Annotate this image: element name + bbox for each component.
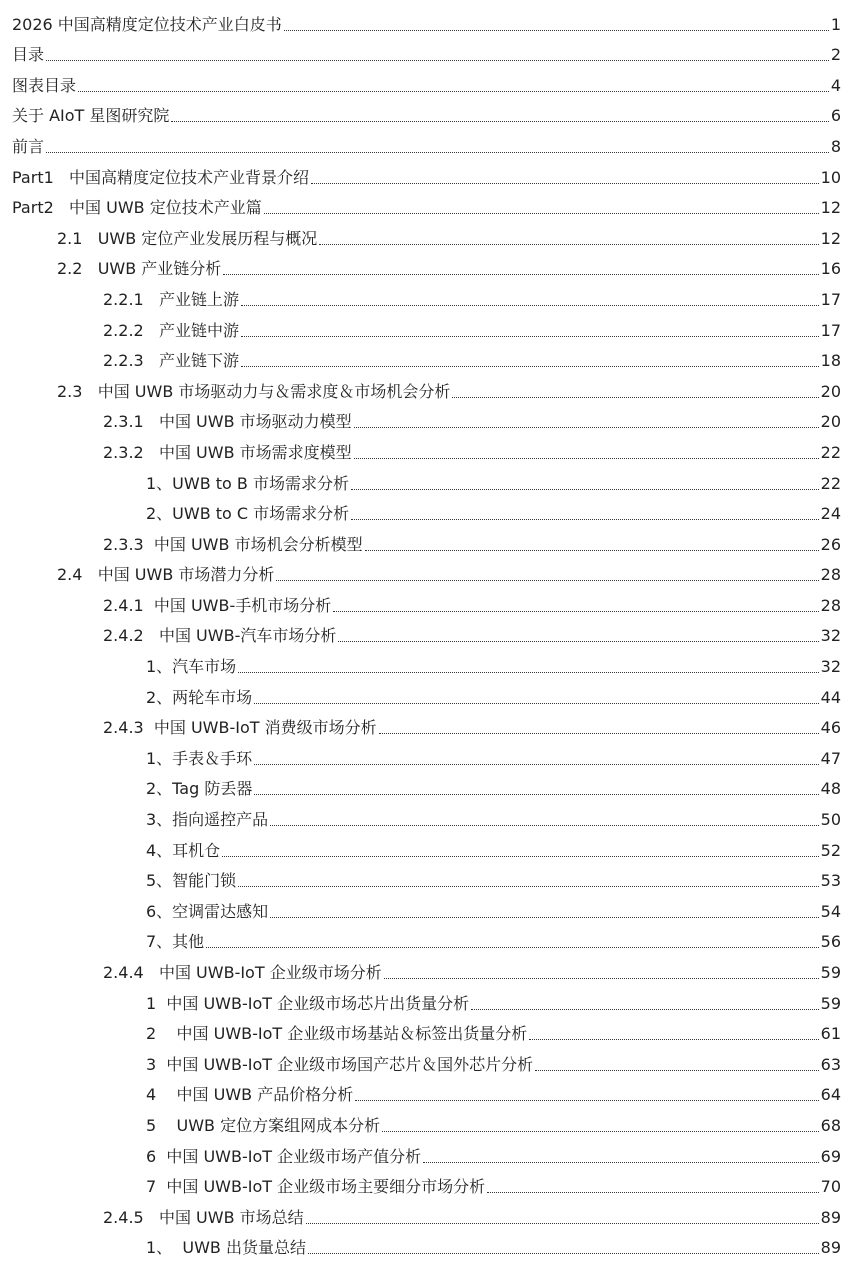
toc-dot-leader	[254, 794, 818, 795]
toc-dot-leader	[365, 550, 819, 551]
toc-entry-page-number: 53	[820, 871, 841, 891]
toc-entry-title: 3 中国 UWB-IoT 企业级市场国产芯片＆国外芯片分析	[146, 1054, 534, 1074]
toc-dot-leader	[487, 1192, 819, 1193]
toc-entry-page-number: 24	[820, 504, 841, 524]
toc-dot-leader	[529, 1039, 818, 1040]
toc-entry-title: 2 中国 UWB-IoT 企业级市场基站＆标签出货量分析	[146, 1024, 528, 1044]
toc-entry[interactable]	[0, 555, 861, 586]
toc-entry[interactable]	[0, 585, 861, 616]
toc-entry[interactable]	[0, 769, 861, 800]
toc-entry[interactable]	[0, 922, 861, 953]
toc-entry-title: 6 中国 UWB-IoT 企业级市场产值分析	[146, 1146, 422, 1166]
toc-entry-title: 2.2 UWB 产业链分析	[57, 259, 222, 279]
toc-entry[interactable]	[0, 371, 861, 402]
toc-entry-title: 2.3.1 中国 UWB 市场驱动力模型	[103, 412, 352, 432]
toc-entry-page-number: 50	[820, 810, 841, 830]
toc-entry[interactable]	[0, 830, 861, 861]
toc-dot-leader	[379, 733, 819, 734]
toc-entry[interactable]	[0, 1136, 861, 1167]
toc-entry-title: 6、空调雷达感知	[146, 901, 269, 921]
toc-entry-title: 2.2.3 产业链下游	[103, 351, 239, 371]
toc-dot-leader	[471, 1009, 819, 1010]
toc-dot-leader	[354, 427, 819, 428]
toc-entry-title: 2.2.2 产业链中游	[103, 320, 239, 340]
toc-entry[interactable]	[0, 1105, 861, 1136]
toc-entry-title: 4 中国 UWB 产品价格分析	[146, 1085, 354, 1105]
toc-entry-title: 2.3.2 中国 UWB 市场需求度模型	[103, 442, 352, 462]
toc-entry-page-number: 59	[820, 963, 841, 982]
toc-entry-page-number: 89	[820, 1207, 841, 1227]
toc-dot-leader	[355, 1100, 818, 1101]
toc-dot-leader	[382, 1131, 819, 1132]
toc-entry[interactable]	[0, 463, 861, 494]
toc-entry-page-number: 20	[820, 412, 841, 432]
toc-entry-title: 2.3 中国 UWB 市场驱动力与＆需求度＆市场机会分析	[57, 381, 451, 401]
toc-entry-page-number: 89	[820, 1238, 841, 1258]
toc-entry[interactable]	[0, 126, 861, 157]
toc-entry[interactable]	[0, 218, 861, 249]
toc-entry[interactable]	[0, 1197, 861, 1228]
toc-entry-title: 2.4.1 中国 UWB-手机市场分析	[103, 595, 332, 615]
toc-entry-title: 2.2.1 产业链上游	[103, 289, 239, 309]
toc-entry[interactable]	[0, 891, 861, 922]
toc-dot-leader	[206, 947, 818, 948]
toc-entry-title: 3、指向遥控产品	[146, 810, 269, 830]
toc-entry-title: Part1 中国高精度定位技术产业背景介绍	[12, 167, 310, 187]
toc-entry[interactable]	[0, 402, 861, 433]
toc-entry-title: 2.4 中国 UWB 市场潜力分析	[57, 565, 275, 585]
toc-dot-leader	[241, 336, 819, 337]
toc-entry[interactable]	[0, 432, 861, 463]
toc-entry-page-number: 4	[830, 75, 841, 95]
toc-entry-title: 2.1 UWB 定位产业发展历程与概况	[57, 228, 318, 248]
toc-entry-page-number: 61	[820, 1024, 841, 1044]
toc-entry[interactable]	[0, 524, 861, 555]
toc-entry-title: Part2 中国 UWB 定位技术产业篇	[12, 198, 262, 218]
toc-entry-page-number: 68	[820, 1115, 841, 1135]
toc-entry[interactable]	[0, 1075, 861, 1106]
toc-entry-title: 1、手表＆手环	[146, 748, 253, 768]
toc-entry-page-number: 22	[820, 473, 841, 493]
table-of-contents	[0, 4, 861, 1258]
toc-dot-leader	[351, 519, 818, 520]
toc-entry-page-number: 48	[820, 779, 841, 799]
toc-entry[interactable]	[0, 341, 861, 372]
toc-entry-title: 关于 AIoT 星图研究院	[12, 106, 170, 126]
toc-dot-leader	[351, 489, 819, 490]
toc-entry-page-number: 17	[820, 320, 841, 340]
toc-entry[interactable]	[0, 249, 861, 280]
toc-dot-leader	[270, 917, 818, 918]
toc-entry-title: 2、Tag 防丢器	[146, 779, 253, 799]
toc-dot-leader	[311, 183, 819, 184]
toc-entry-page-number: 69	[820, 1146, 841, 1166]
toc-dot-leader	[238, 672, 818, 673]
toc-entry-title: 4、耳机仓	[146, 840, 221, 860]
toc-entry[interactable]	[0, 1228, 861, 1259]
toc-entry-title: 图表目录	[12, 75, 77, 95]
toc-dot-leader	[223, 274, 818, 275]
toc-entry[interactable]	[0, 35, 861, 66]
toc-entry-page-number: 10	[820, 167, 841, 187]
toc-entry-title: 1、汽车市场	[146, 657, 237, 677]
toc-entry-title: 5、智能门锁	[146, 871, 237, 891]
toc-entry-page-number: 47	[820, 748, 841, 768]
toc-entry-page-number: 46	[820, 718, 841, 738]
toc-entry[interactable]	[0, 1167, 861, 1198]
toc-entry-page-number: 16	[820, 259, 841, 279]
toc-entry-title: 目录	[12, 45, 45, 65]
toc-entry-title: 7、其他	[146, 932, 205, 952]
toc-entry-page-number: 59	[820, 993, 841, 1013]
toc-entry-title: 2.4.3 中国 UWB-IoT 消费级市场分析	[103, 718, 377, 738]
toc-entry-page-number: 12	[820, 228, 841, 248]
toc-entry-title: 2、两轮车市场	[146, 687, 253, 707]
toc-entry[interactable]	[0, 1014, 861, 1045]
toc-dot-leader	[535, 1070, 819, 1071]
toc-entry[interactable]	[0, 188, 861, 219]
toc-dot-leader	[254, 703, 818, 704]
toc-entry-page-number: 32	[820, 657, 841, 677]
toc-entry[interactable]	[0, 646, 861, 677]
toc-entry-title: 2026 中国高精度定位技术产业白皮书	[12, 14, 282, 34]
toc-entry[interactable]	[0, 279, 861, 310]
toc-entry[interactable]	[0, 799, 861, 830]
toc-dot-leader	[222, 856, 818, 857]
toc-entry-page-number: 6	[830, 106, 841, 126]
toc-dot-leader	[338, 641, 818, 642]
toc-entry-page-number: 52	[820, 840, 841, 860]
toc-entry-page-number: 64	[820, 1085, 841, 1105]
toc-dot-leader	[78, 91, 829, 92]
toc-dot-leader	[241, 366, 819, 367]
toc-entry-title: 2.4.2 中国 UWB-汽车市场分析	[103, 626, 337, 646]
toc-dot-leader	[319, 244, 818, 245]
toc-dot-leader	[384, 978, 819, 979]
toc-entry[interactable]	[0, 708, 861, 739]
toc-dot-leader	[284, 30, 829, 31]
toc-entry-page-number: 18	[820, 351, 841, 371]
toc-entry-title: 2、UWB to C 市场需求分析	[146, 504, 350, 524]
toc-entry-page-number: 2	[830, 45, 841, 65]
toc-entry-page-number: 56	[820, 932, 841, 952]
toc-entry[interactable]	[0, 738, 861, 769]
toc-entry-page-number: 54	[820, 901, 841, 921]
toc-entry-page-number: 22	[820, 442, 841, 462]
toc-entry-page-number: 63	[820, 1054, 841, 1074]
toc-entry-title: 2.4.4 中国 UWB-IoT 企业级市场分析	[103, 963, 382, 982]
toc-dot-leader	[46, 152, 829, 153]
toc-dot-leader	[333, 611, 818, 612]
toc-dot-leader	[452, 397, 818, 398]
toc-entry[interactable]	[0, 494, 861, 525]
toc-entry-page-number: 28	[820, 595, 841, 615]
toc-entry[interactable]	[0, 4, 861, 35]
toc-dot-leader	[306, 1223, 819, 1224]
toc-entry[interactable]	[0, 310, 861, 341]
toc-entry-page-number: 32	[820, 626, 841, 646]
toc-entry-page-number: 17	[820, 289, 841, 309]
toc-entry[interactable]	[0, 983, 861, 1014]
toc-entry-title: 前言	[12, 136, 45, 156]
toc-entry-page-number: 20	[820, 381, 841, 401]
toc-dot-leader	[171, 121, 828, 122]
toc-entry-page-number: 8	[830, 136, 841, 156]
toc-entry-page-number: 70	[820, 1177, 841, 1197]
toc-entry-page-number: 1	[830, 14, 841, 34]
toc-dot-leader	[238, 886, 818, 887]
toc-entry[interactable]	[0, 616, 861, 647]
toc-entry-title: 2.4.5 中国 UWB 市场总结	[103, 1207, 304, 1227]
toc-dot-leader	[308, 1253, 819, 1254]
toc-entry[interactable]	[0, 861, 861, 892]
toc-entry-page-number: 26	[820, 534, 841, 554]
toc-entry[interactable]	[0, 1044, 861, 1075]
toc-entry-title: 5 UWB 定位方案组网成本分析	[146, 1115, 381, 1135]
toc-entry[interactable]	[0, 65, 861, 96]
toc-entry-title: 7 中国 UWB-IoT 企业级市场主要细分市场分析	[146, 1177, 486, 1197]
toc-entry-title: 1、UWB to B 市场需求分析	[146, 473, 349, 493]
toc-dot-leader	[423, 1162, 819, 1163]
toc-entry-title: 2.3.3 中国 UWB 市场机会分析模型	[103, 534, 363, 554]
toc-dot-leader	[270, 825, 818, 826]
toc-entry[interactable]	[0, 157, 861, 188]
toc-entry[interactable]	[0, 677, 861, 708]
toc-entry-page-number: 44	[820, 687, 841, 707]
toc-entry[interactable]	[0, 952, 861, 983]
toc-entry-title: 1、 UWB 出货量总结	[146, 1238, 306, 1258]
toc-entry-page-number: 12	[820, 198, 841, 218]
toc-dot-leader	[254, 764, 818, 765]
toc-entry-title: 1 中国 UWB-IoT 企业级市场芯片出货量分析	[146, 993, 470, 1013]
toc-dot-leader	[241, 305, 819, 306]
toc-dot-leader	[264, 213, 819, 214]
toc-dot-leader	[276, 580, 818, 581]
toc-entry-page-number: 28	[820, 565, 841, 585]
toc-dot-leader	[46, 60, 829, 61]
toc-entry[interactable]	[0, 96, 861, 127]
toc-dot-leader	[354, 458, 819, 459]
